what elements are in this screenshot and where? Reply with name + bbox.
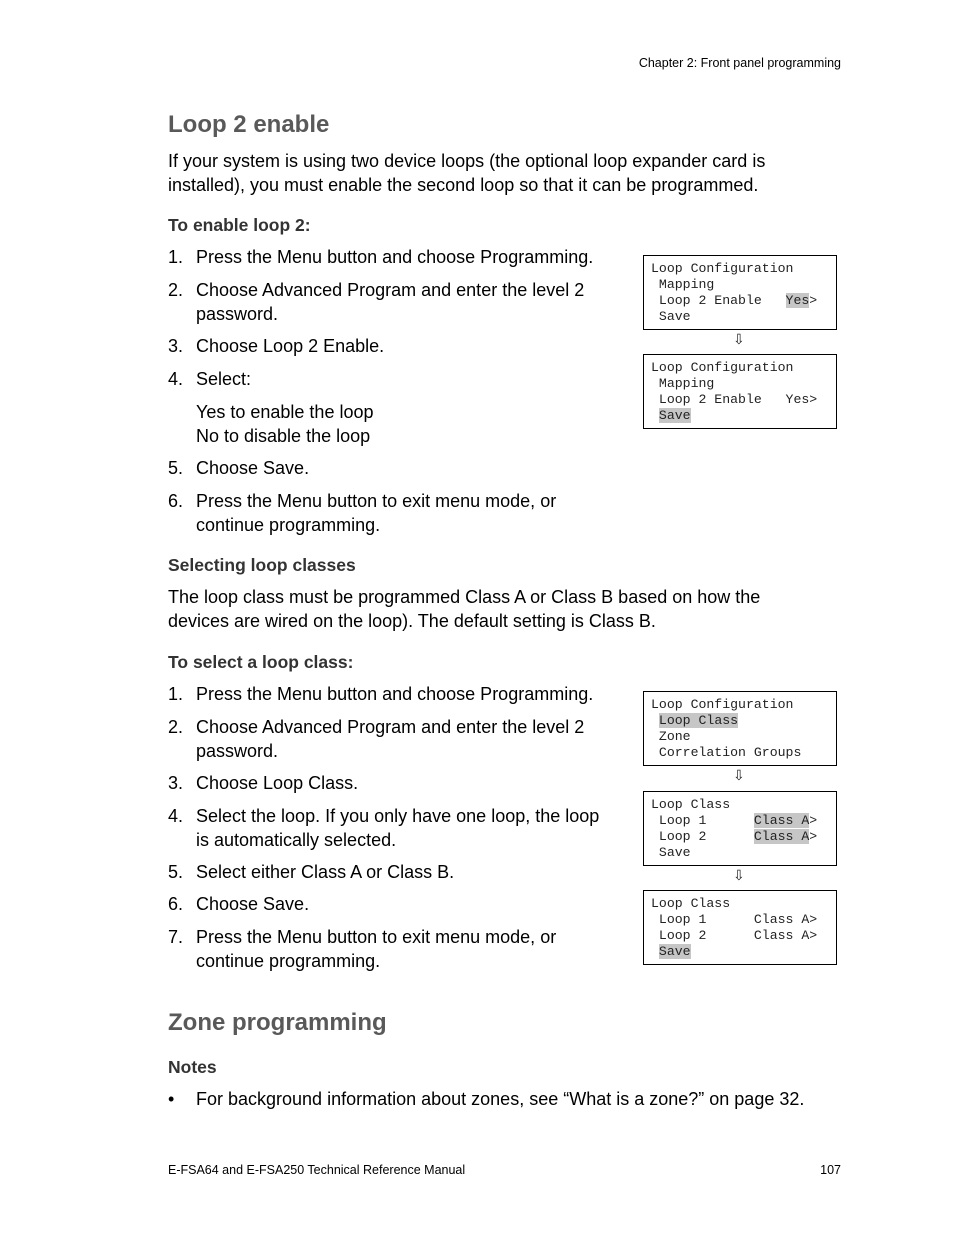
lcd-highlight: Save xyxy=(658,408,691,423)
option-text: No to disable the loop xyxy=(196,425,371,446)
footer-manual-title: E-FSA64 and E-FSA250 Technical Reference Manual xyxy=(168,1163,466,1177)
section-title-loop2: Loop 2 enable xyxy=(168,111,330,138)
step-text: Choose Advanced Program and enter the level 2 xyxy=(196,280,585,300)
lcd-line: Save xyxy=(651,845,691,860)
lcd-line: Loop Configuration xyxy=(651,697,794,712)
lcd-line xyxy=(651,813,836,829)
lcd-line: Correlation Groups xyxy=(651,745,802,760)
option-text: Yes to enable the loop xyxy=(196,402,374,422)
step-text: is automatically selected. xyxy=(196,829,397,850)
step-text: Select: xyxy=(196,369,252,389)
lcd-screen xyxy=(643,890,837,965)
down-arrow-icon: ⇩ xyxy=(733,768,745,784)
step-text: Choose Save. xyxy=(196,458,310,478)
lcd-text xyxy=(651,944,659,959)
lcd-line: Zone xyxy=(651,729,691,744)
step-number: 6. xyxy=(168,894,184,914)
lcd-text: > xyxy=(809,293,818,308)
step-number: 2. xyxy=(168,280,184,300)
lcd-line: Loop Configuration xyxy=(651,261,794,276)
lcd-text: Loop 2 Enable xyxy=(651,293,786,308)
lcd-screen xyxy=(643,255,837,330)
intro-line: devices are wired on the loop). The default setting is Class B. xyxy=(168,610,656,631)
lcd-highlight: Class A xyxy=(753,829,810,844)
lcd-line xyxy=(651,944,836,960)
lcd-line xyxy=(651,293,836,309)
notes-heading: Notes xyxy=(168,1057,217,1077)
lcd-highlight: Loop Class xyxy=(658,713,739,728)
step-text: Press the Menu button and choose Programming. xyxy=(196,684,594,704)
intro-line: If your system is using two device loops (the optional loop expander card is xyxy=(168,151,766,171)
step-number: 5. xyxy=(168,458,184,478)
lcd-text: > xyxy=(809,813,818,828)
step-number: 4. xyxy=(168,806,184,826)
lcd-line xyxy=(651,713,836,729)
step-text: Press the Menu button and choose Programming. xyxy=(196,247,594,267)
lcd-line: Loop 2 Class A> xyxy=(651,928,818,943)
step-text: Choose Advanced Program and enter the level 2 xyxy=(196,717,585,737)
procedure-heading: To enable loop 2: xyxy=(168,215,311,235)
intro-line: installed), you must enable the second loop so that it can be programmed. xyxy=(168,174,759,195)
step-text: password. xyxy=(196,303,279,324)
step-number: 1. xyxy=(168,684,184,704)
step-text: Press the Menu button to exit menu mode, or xyxy=(196,927,557,947)
step-text: Select either Class A or Class B. xyxy=(196,862,455,882)
section-intro xyxy=(168,150,808,197)
step-text: Choose Loop 2 Enable. xyxy=(196,336,385,356)
step-number: 4. xyxy=(168,369,184,389)
step-text: continue programming. xyxy=(196,950,381,971)
procedure-heading: To select a loop class: xyxy=(168,652,354,672)
lcd-line: Loop Class xyxy=(651,896,731,911)
step-number: 3. xyxy=(168,773,184,793)
note-text: For background information about zones, see “What is a zone?” on page 32. xyxy=(196,1089,805,1109)
lcd-highlight: Yes xyxy=(785,293,810,308)
lcd-screen xyxy=(643,791,837,866)
lcd-line: Loop Class xyxy=(651,797,731,812)
step-text: Select the loop. If you only have one loop, the loop xyxy=(196,806,600,826)
lcd-screen xyxy=(643,354,837,429)
lcd-screen xyxy=(643,691,837,766)
lcd-line: Loop 2 Enable Yes> xyxy=(651,392,818,407)
lcd-line: Mapping xyxy=(651,376,715,391)
step-text: Press the Menu button to exit menu mode, or xyxy=(196,491,557,511)
lcd-text xyxy=(651,408,659,423)
step-number: 7. xyxy=(168,927,184,947)
step-text: Choose Save. xyxy=(196,894,310,914)
page-number: 107 xyxy=(820,1163,841,1177)
subsection-intro xyxy=(168,586,808,633)
running-header: Chapter 2: Front panel programming xyxy=(638,56,841,70)
step-number: 5. xyxy=(168,862,184,882)
step-number: 1. xyxy=(168,247,184,267)
step-number: 6. xyxy=(168,491,184,511)
step-text: continue programming. xyxy=(196,514,381,535)
lcd-highlight: Save xyxy=(658,944,691,959)
step-text: Choose Loop Class. xyxy=(196,773,359,793)
lcd-text: Loop 1 xyxy=(651,813,754,828)
lcd-line: Loop Configuration xyxy=(651,360,794,375)
lcd-text: Loop 2 xyxy=(651,829,754,844)
lcd-line: Save xyxy=(651,309,691,324)
lcd-line: Loop 1 Class A> xyxy=(651,912,818,927)
step-number: 3. xyxy=(168,336,184,356)
down-arrow-icon: ⇩ xyxy=(733,332,745,348)
step-text: password. xyxy=(196,740,279,761)
subsection-heading: Selecting loop classes xyxy=(168,555,356,575)
down-arrow-icon: ⇩ xyxy=(733,868,745,884)
lcd-line xyxy=(651,829,836,845)
section-title-zone: Zone programming xyxy=(168,1009,387,1036)
lcd-line: Mapping xyxy=(651,277,715,292)
lcd-text: > xyxy=(809,829,818,844)
lcd-text xyxy=(651,713,659,728)
lcd-highlight: Class A xyxy=(753,813,810,828)
intro-line: The loop class must be programmed Class A or Class B based on how the xyxy=(168,587,761,607)
bullet: • xyxy=(168,1089,175,1109)
step-number: 2. xyxy=(168,717,184,737)
lcd-line xyxy=(651,408,836,424)
